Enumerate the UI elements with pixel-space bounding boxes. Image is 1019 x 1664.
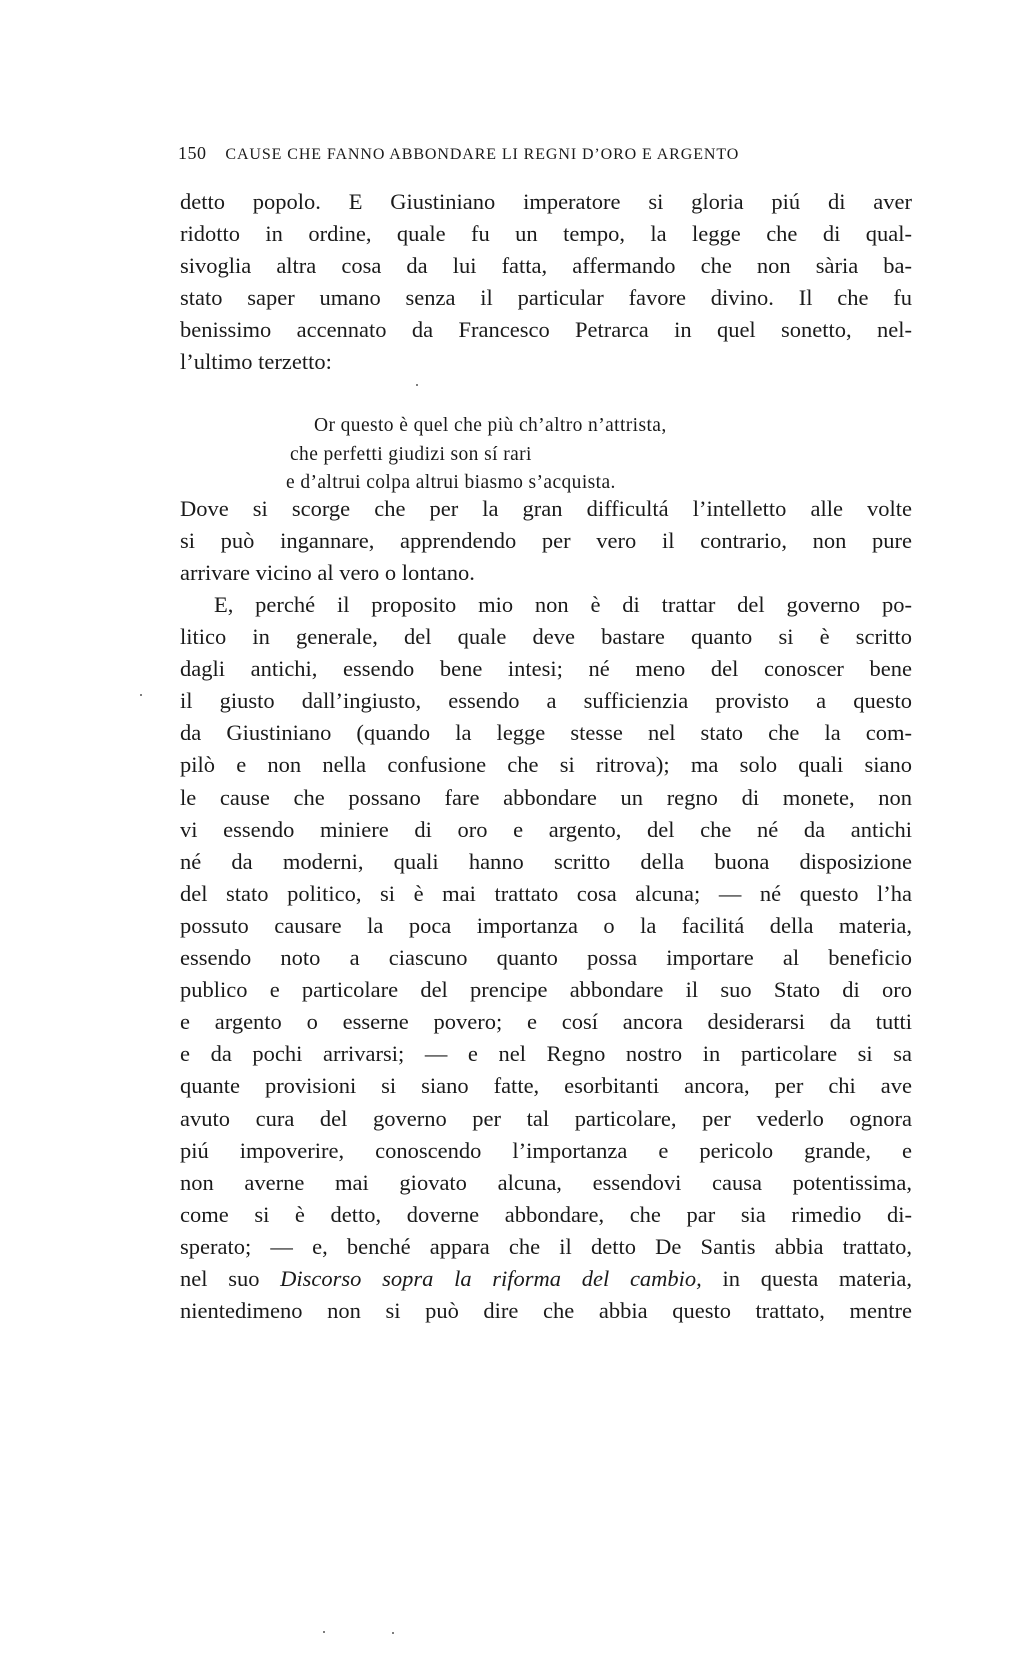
text-line: piú impoverire, conoscendo l’importanza e pericolo grande, e [180,1137,912,1163]
running-title: CAUSE CHE FANNO ABBONDARE LI REGNI D’ORO E ARGENTO [225,146,740,163]
text-line: si può ingannare, apprendendo per vero il contrario, non pure [180,528,912,554]
text-line: E, perché il proposito mio non è di trattar del governo po- [214,592,912,617]
text-line: il giusto dall’ingiusto, essendo a sufficienzia provisto a questo [180,688,912,714]
text-line: pilò e non nella confusione che si ritrova); ma solo quali siano [180,752,912,778]
verse-line: che perfetti giudizi son sí rari [290,443,532,465]
scan-speck [323,1631,325,1633]
text-fragment: nel suo [180,1265,281,1291]
text-line: stato saper umano senza il particular favore divino. Il che fu [180,285,912,311]
text-line: e argento o esserne povero; e cosí ancora desiderarsi da tutti [180,1009,912,1035]
text-line: e da pochi arrivarsi; — e nel Regno nostro in particolare si sa [180,1041,912,1067]
text-line: publico e particolare del prencipe abbondare il suo Stato di oro [180,977,912,1003]
text-line: benissimo accennato da Francesco Petrarca in quel sonetto, nel- [180,317,912,343]
verse-line: Or questo è quel che più ch’altro n’attrista, [314,415,667,436]
text-line: possuto causare la poca importanza o la facilitá della materia, [180,912,912,938]
text-line: sperato; — e, benché appara che il detto De Santis abbia trattato, [180,1233,912,1259]
text-line: avuto cura del governo per tal particolare, per vederlo ognora [180,1105,912,1131]
text-line: vi essendo miniere di oro e argento, del che né da antichi [180,816,912,842]
text-line: da Giustiniano (quando la legge stesse nel stato che la com- [180,720,912,746]
scan-speck [416,384,418,386]
text-line: né da moderni, quali hanno scritto della buona disposizione [180,848,912,874]
text-line: le cause che possano fare abbondare un regno di monete, non [180,784,912,810]
text-fragment: in questa materia, [701,1265,912,1291]
text-line-with-title [180,1263,912,1295]
paragraph-3 [180,589,912,1327]
paragraph-2 [180,493,912,589]
book-title-italic: Discorso sopra la riforma del cambio, [280,1265,702,1291]
text-line: essendo noto a ciascuno quanto possa importare al beneficio [180,945,912,971]
text-line: del stato politico, si è mai trattato cosa alcuna; — né questo l’ha [180,880,912,906]
scan-speck [140,694,142,696]
text-line: sivoglia altra cosa da lui fatta, affermando che non sària ba- [180,253,912,279]
sonnet-tercet [286,412,667,498]
scan-speck [392,1632,394,1634]
text-line: dagli antichi, essendo bene intesi; né meno del conoscer bene [180,656,912,682]
text-line: nientedimeno non si può dire che abbia questo trattato, mentre [180,1298,912,1324]
text-line: non averne mai giovato alcuna, essendovi causa potentissima, [180,1169,912,1195]
text-line: litico in generale, del quale deve bastare quanto si è scritto [180,624,912,650]
verse-line: e d’altrui colpa altrui biasmo s’acquista. [286,472,616,493]
text-line: Dove si scorge che per la gran difficultá l’intelletto alle volte [180,496,912,521]
paragraph-1 [180,186,912,379]
text-line: detto popolo. E Giustiniano imperatore si gloria piú di aver [180,189,912,214]
page-number: 150 [178,143,207,163]
text-line: l’ultimo terzetto: [180,349,332,375]
text-line: arrivare vicino al vero o lontano. [180,560,475,586]
text-line: quante provisioni si siano fatte, esorbitanti ancora, per chi ave [180,1073,912,1099]
text-line: ridotto in ordine, quale fu un tempo, la legge che di qual- [180,221,912,247]
text-line: come si è detto, doverne abbondare, che par sia rimedio di- [180,1201,912,1227]
running-header [178,143,913,164]
